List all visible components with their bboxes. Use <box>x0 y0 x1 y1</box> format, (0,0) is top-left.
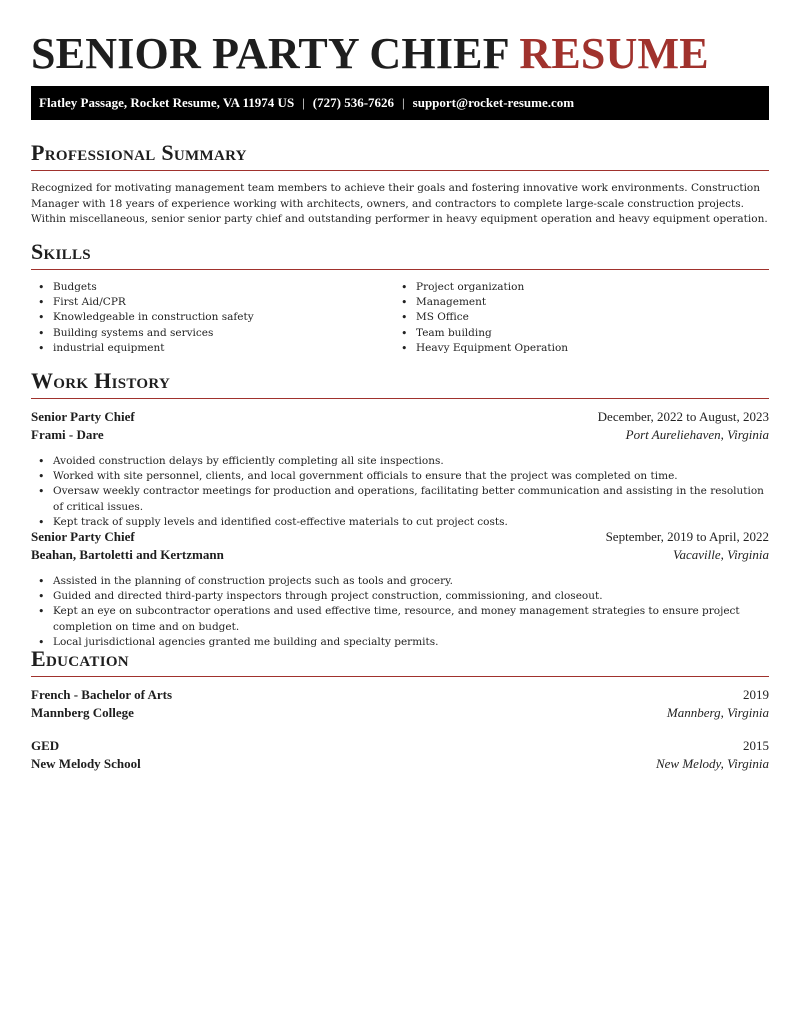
title-main: SENIOR PARTY CHIEF <box>31 29 509 78</box>
education-degree: French - Bachelor of Arts <box>31 687 173 702</box>
job-duty: • Guided and directed third-party inspectors through project construction, commissioning, and closeout. <box>31 589 769 604</box>
education-entry <box>31 687 769 723</box>
job-duty: • Kept track of supply levels and identified cost-effective materials to cut project costs. <box>31 515 769 530</box>
job-dates: December, 2022 to August, 2023 <box>597 409 769 424</box>
contact-separator: | <box>302 95 305 110</box>
work-history-heading: Work History <box>31 368 769 399</box>
education-year: 2015 <box>743 738 769 753</box>
job-duty: • Local jurisdictional agencies granted me building and specialty permits. <box>31 635 769 650</box>
skill-item: • MS Office <box>394 310 757 325</box>
skill-item: • Budgets <box>31 280 394 295</box>
job-duty: • Worked with site personnel, clients, and local government officials to ensure that the project was completed on time. <box>31 469 769 484</box>
contact-bar <box>31 86 769 120</box>
skill-item: • First Aid/CPR <box>31 295 394 310</box>
contact-address: Flatley Passage, Rocket Resume, VA 11974 US <box>39 95 295 110</box>
contact-email[interactable]: support@rocket-resume.com <box>412 95 575 110</box>
education-entry <box>31 738 769 774</box>
skill-item: • Project organization <box>394 280 757 295</box>
job-title: Senior Party Chief <box>31 529 135 544</box>
education-school: New Melody School <box>31 756 141 771</box>
job-company: Frami - Dare <box>31 427 104 442</box>
skills-column-right <box>394 280 757 356</box>
job-duties <box>31 454 769 530</box>
skills-list <box>31 280 769 356</box>
skills-heading: Skills <box>31 239 769 270</box>
title-accent: RESUME <box>519 29 709 78</box>
job-entry <box>31 409 769 530</box>
job-duty: • Oversaw weekly contractor meetings for production and operations, facilitating better communication and assisting in the resolution of critical issues. <box>31 484 769 514</box>
skills-column-left <box>31 280 394 356</box>
education-location: Mannberg, Virginia <box>666 705 769 720</box>
skill-item: • Management <box>394 295 757 310</box>
education-location: New Melody, Virginia <box>655 756 769 771</box>
contact-phone[interactable]: (727) 536-7626 <box>312 95 395 110</box>
skill-item: • industrial equipment <box>31 341 394 356</box>
education-school: Mannberg College <box>31 705 134 720</box>
job-title: Senior Party Chief <box>31 409 135 424</box>
summary-text: Recognized for motivating management team members to achieve their goals and fostering innovative work environments. Construction Manager with 18 years of experience working with architects, owners, and contractors to complete large-scale construction projects. Within miscellaneous, senior senior party chief and outstanding performer in heavy equipment operation and heavy equipment operation. <box>31 182 768 225</box>
job-duties <box>31 574 769 650</box>
job-dates: September, 2019 to April, 2022 <box>605 529 769 544</box>
skill-item: • Team building <box>394 326 757 341</box>
education-degree: GED <box>31 738 60 753</box>
education-heading: Education <box>31 646 769 677</box>
skill-item: • Building systems and services <box>31 326 394 341</box>
education-year: 2019 <box>743 687 769 702</box>
job-location: Vacaville, Virginia <box>672 547 769 562</box>
skill-item: • Heavy Equipment Operation <box>394 341 757 356</box>
job-duty: • Kept an eye on subcontractor operations and used effective time, resource, and money management strategies to ensure project completion on time and on budget. <box>31 604 769 634</box>
skill-item: • Knowledgeable in construction safety <box>31 310 394 325</box>
job-company: Beahan, Bartoletti and Kertzmann <box>31 547 224 562</box>
summary-heading: Professional Summary <box>31 140 769 171</box>
job-duty: • Assisted in the planning of construction projects such as tools and grocery. <box>31 574 769 589</box>
contact-separator: | <box>402 95 405 110</box>
job-entry <box>31 529 769 650</box>
job-duty: • Avoided construction delays by efficiently completing all site inspections. <box>31 454 769 469</box>
resume-title <box>31 28 709 79</box>
job-location: Port Aureliehaven, Virginia <box>625 427 769 442</box>
